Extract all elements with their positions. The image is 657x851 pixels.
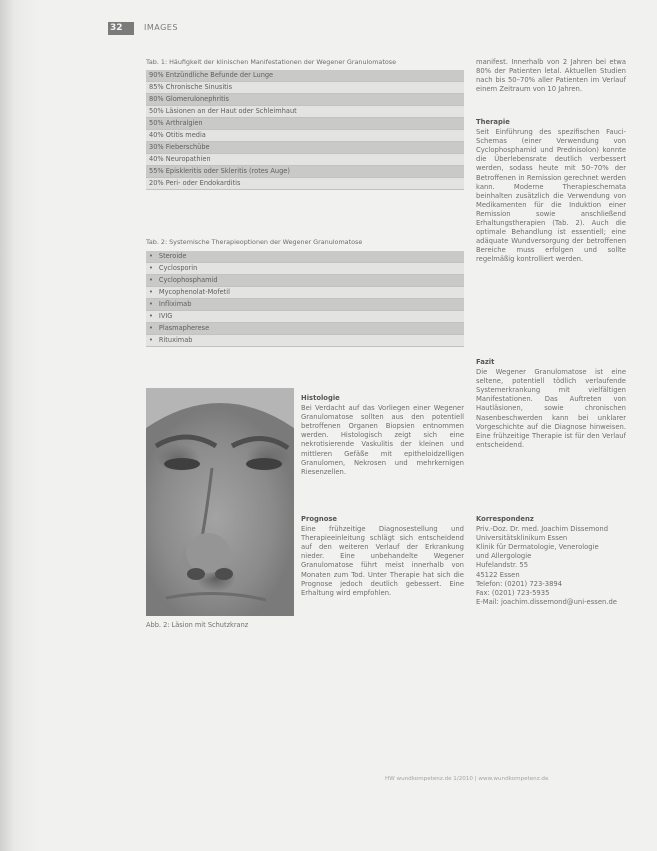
table2-row <box>146 311 464 323</box>
table1-caption: Tab. 1: Häufigkeit der klinischen Manifestationen der Wegener Granulomatose <box>146 58 397 66</box>
table1-row: 55% Episkleritis oder Skleritis (rotes Auge) <box>146 166 464 178</box>
table2-row-text: Rituximab <box>158 336 193 344</box>
table2-row-text: Infliximab <box>158 300 192 308</box>
table1-row: 50% Arthralgien <box>146 118 464 130</box>
table1-row: 20% Peri- oder Endokarditis <box>146 178 464 190</box>
table2-caption: Tab. 2: Systemische Therapieoptionen der Wegener Granulomatose <box>146 238 363 246</box>
table2-row <box>146 287 464 299</box>
histologie-heading: Histologie <box>301 394 340 402</box>
korrespondenz-line: Priv.-Doz. Dr. med. Joachim Dissemond <box>476 525 609 534</box>
table2-row <box>146 335 464 347</box>
bullet: • <box>149 336 153 344</box>
table1-row: 30% Fieberschübe <box>146 142 464 154</box>
bullet: • <box>149 300 153 308</box>
page-footer: HW wundkompetenz.de 1/2010 | www.wundkompetenz.de <box>385 776 549 782</box>
korrespondenz-line: und Allergologie <box>476 552 532 561</box>
table1-row: 90% Entzündliche Befunde der Lunge <box>146 70 464 82</box>
right-column-top <box>476 58 626 94</box>
right-top-text: manifest. Innerhalb von 2 Jahren bei etwa 80% der Patienten letal. Aktuellen Studien nach bis 50–70% aller Patienten im Verlauf einem Zeitraum von 10 Jahren. <box>476 58 626 94</box>
table1-row: 85% Chronische Sinusitis <box>146 82 464 94</box>
therapie-text: Seit Einführung des spezifischen Fauci-Schemas (einer Verwendung von Cyclophosphamid und Prednisolon) konnte die Überlebensrate deutlich verbessert werden, sodass heute mit 50–70% der Betroffenen in Remission gerechnet werden kann. Moderne Therapieschemata beinhalten zusätzlich die Verwendung von Medikamenten für die Induktion einer Remission sowie anschließend Erhaltungstherapien (Tab. 2). Auch die optimale Behandlung ist essentiell; eine adäquate Wundversorgung der betroffenen Bereiche muss erfolgen und sollte regelmäßig kontrolliert werden. <box>476 128 626 264</box>
table1 <box>146 70 464 190</box>
photo-caption: Abb. 2: Läsion mit Schutzkranz <box>146 621 249 629</box>
page-number: 32 <box>110 23 123 33</box>
table2-row-text: Cyclosporin <box>158 264 198 272</box>
bullet: • <box>149 288 153 296</box>
fazit-heading: Fazit <box>476 358 495 366</box>
fazit-section <box>476 358 626 450</box>
korrespondenz-line: Hufelandstr. 55 <box>476 561 529 570</box>
table1-row: 50% Läsionen an der Haut oder Schleimhaut <box>146 106 464 118</box>
therapie-heading: Therapie <box>476 118 510 126</box>
table2-row-text: Steroide <box>158 252 187 260</box>
table1-row: 40% Neuropathien <box>146 154 464 166</box>
korrespondenz-heading: Korrespondenz <box>476 515 534 523</box>
therapie-section <box>476 118 626 265</box>
bullet: • <box>149 312 153 320</box>
table2 <box>146 251 464 347</box>
section-label: IMAGES <box>144 23 178 32</box>
table1-row: 80% Glomerulonephritis <box>146 94 464 106</box>
bullet: • <box>149 264 153 272</box>
bullet: • <box>149 276 153 284</box>
korrespondenz-line: Universitätsklinikum Essen <box>476 534 568 543</box>
table2-row <box>146 299 464 311</box>
histologie-text: Bei Verdacht auf das Vorliegen einer Wegener Granulomatose sollten aus den potentiell betroffenen Organen Biopsien entnommen werden. Histologisch zeigt sich eine nekrotisierende Vaskulitis der kleinen und mittleren Gefäße mit epitheloidzelligen Granulomen, Nekrosen und mehrkernigen Riesenzellen. <box>301 404 464 476</box>
prognose-section <box>301 515 464 598</box>
table2-row-text: IVIG <box>158 312 173 320</box>
bullet: • <box>149 324 153 332</box>
table2-row <box>146 251 464 263</box>
prognose-text: Eine frühzeitige Diagnosestellung und Therapieeinleitung schlägt sich entscheidend auf den weiteren Verlauf der Erkrankung nieder. Eine unbehandelte Wegener Granulomatose führt meist innerhalb von Monaten zum Tod. Unter Therapie hat sich die Prognose jedoch deutlich gebessert. Eine Erhaltung wird empfohlen. <box>301 525 464 597</box>
table2-row-text: Cyclophosphamid <box>158 276 218 284</box>
prognose-heading: Prognose <box>301 515 338 523</box>
face-illustration <box>146 388 294 616</box>
table2-row-text: Mycophenolat-Mofetil <box>158 288 230 296</box>
histologie-section <box>301 394 464 477</box>
fazit-text: Die Wegener Granulomatose ist eine seltene, potentiell tödlich verlaufende Systemerkrankung mit vielfältigen Manifestationen. Das Auftreten von Hautläsionen, sowie chronischen Nasenbeschwerden kann bei unklarer Vorgeschichte auf die Diagnose hinweisen. Eine frühzeitige Therapie ist für den Verlauf entscheidend. <box>476 368 626 449</box>
bullet: • <box>149 252 153 260</box>
korrespondenz-section <box>476 515 634 607</box>
clinical-photo <box>146 388 294 616</box>
table2-row <box>146 263 464 275</box>
korrespondenz-line: 45122 Essen <box>476 570 520 579</box>
table2-row <box>146 275 464 287</box>
table1-row: 40% Otitis media <box>146 130 464 142</box>
table2-row-text: Plasmapherese <box>158 324 210 332</box>
korrespondenz-line: Klinik für Dermatologie, Venerologie <box>476 543 599 552</box>
korrespondenz-line: Telefon: (0201) 723-3894 <box>476 579 563 588</box>
table2-row <box>146 323 464 335</box>
korrespondenz-line: Fax: (0201) 723-5935 <box>476 588 550 597</box>
korrespondenz-email[interactable]: E-Mail: joachim.dissemond@uni-essen.de <box>476 597 617 606</box>
